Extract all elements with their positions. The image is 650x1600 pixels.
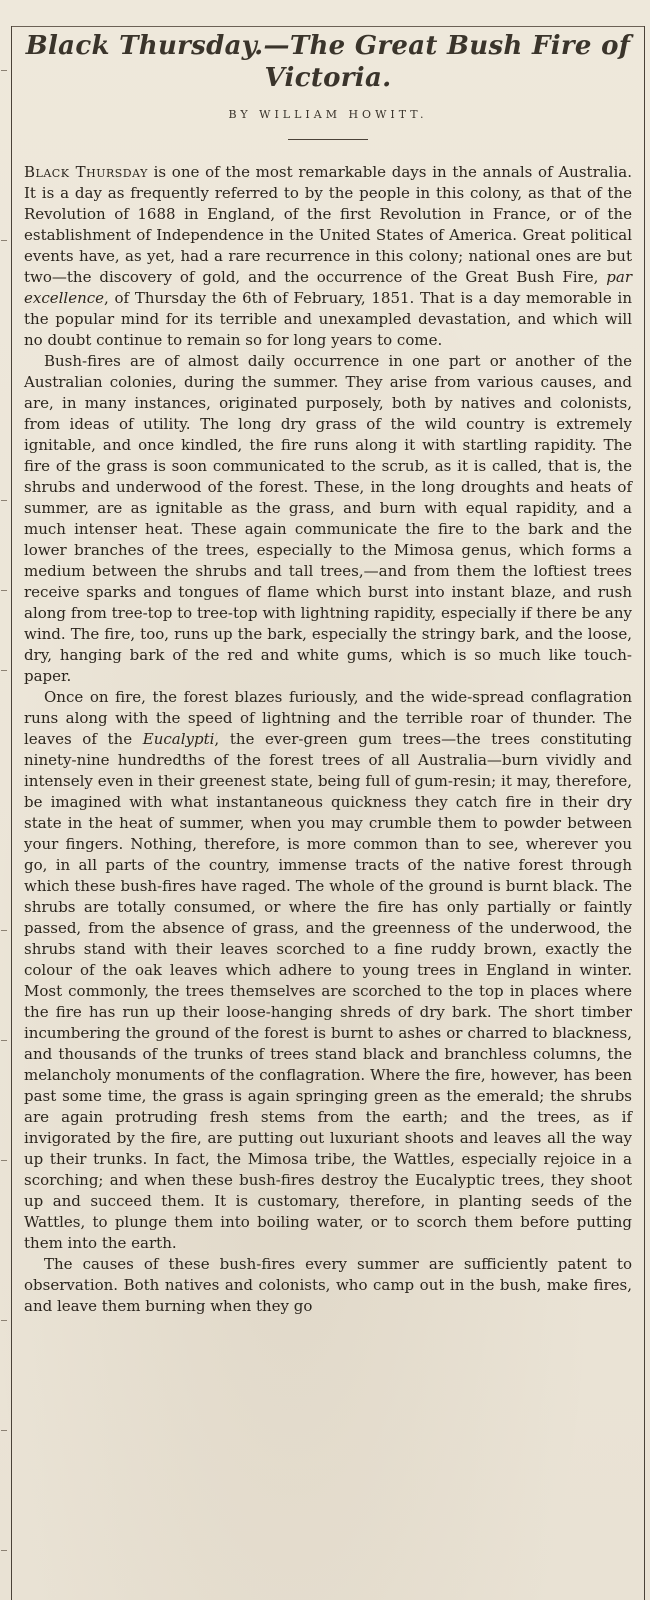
paragraph-1-lead: Black Thursday — [24, 163, 148, 181]
margin-tick-marks — [1, 30, 9, 1590]
paragraph-3-italic: Eucalypti — [142, 730, 215, 748]
title-divider — [288, 139, 368, 140]
left-column-rule — [11, 26, 12, 1600]
margin-tick — [1, 500, 7, 501]
margin-tick — [1, 1160, 7, 1161]
margin-tick — [1, 1320, 7, 1321]
paragraph-4: The causes of these bush-fires every summer are sufficiently patent to observation. Both natives and colonists, who camp out in the bush, make fires, and leave them burning when they go — [24, 1255, 632, 1315]
article-byline: BY WILLIAM HOWITT. — [228, 108, 428, 121]
margin-tick — [1, 240, 7, 241]
paragraph-1 — [24, 162, 632, 351]
margin-tick — [1, 70, 7, 71]
right-column-rule — [644, 26, 645, 1600]
margin-tick — [1, 590, 7, 591]
margin-tick — [1, 1040, 7, 1041]
paragraph-3-text-a: Once on fire, the forest blazes furiously, and the wide-spread conflagration runs along with the speed of lightning and the terrible roar of thunder. The leaves of the — [24, 688, 632, 748]
article-column — [24, 30, 632, 1317]
paragraph-1-italic: par excellence — [24, 268, 632, 307]
article-title: Black Thursday.—The Great Bush Fire of Victoria. — [25, 31, 631, 93]
top-column-rule — [11, 26, 645, 27]
article-body — [24, 162, 632, 1317]
paragraph-3-text-b: , the ever-green gum trees—the trees constituting ninety-nine hundredths of the forest trees of all Australia—burn vividly and intensely even in their greenest state, being full of gum-resin; it may, therefore, be imagined with what instantaneous quickness they catch fire in their dry state in the heat of summer, when you may crumble them to powder between your fingers. Nothing, therefore, is more common than to see, wherever you go, in all parts of the country, immense tracts of the native forest through which these bush-fires have raged. The whole of the ground is burnt black. The shrubs are totally consumed, or where the fire has only partially or faintly passed, from the absence of grass, and the greenness of the underwood, the shrubs stand with their leaves scorched to a fine ruddy brown, exactly the colour of the oak leaves which adhere to young trees in England in winter. Most commonly, the trees themselves are scorched to the top in places where the fire has run up their loose-hanging shreds of dry bark. The short timber incumbering the ground of the forest is burnt to ashes or charred to blackness, and thousands of the trunks of trees stand black and branchless columns, the melancholy monuments of the conflagration. Where the fire, however, has been past some time, the grass is again springing green as the emerald; the shrubs are again protruding fresh stems from the earth; and the trees, as if invigorated by the fire, are putting out luxuriant shoots and leaves all the way up their trunks. In fact, the Mimosa tribe, the Wattles, especially rejoice in a scorching; and when these bush-fires destroy the Eucalyptic trees, they shoot up and succeed them. It is customary, therefore, in planting seeds of the Wattles, to plunge them into boiling water, or to scorch them before putting them into the earth. — [24, 730, 632, 1252]
paragraph-3 — [24, 687, 632, 1254]
margin-tick — [1, 930, 7, 931]
margin-tick — [1, 1430, 7, 1431]
paragraph-1-text-a: is one of the most remarkable days in the annals of Australia. It is a day as frequently referred to by the people in this colony, as that of the Revolution of 1688 in England, of the first Revolution in France, or of the establishment of Independence in the United States of America. Great political events have, as yet, had a rare recurrence in this colony; national ones are but two—the discovery of gold, and the occurrence of the Great Bush Fire, — [24, 163, 632, 286]
margin-tick — [1, 670, 7, 671]
margin-tick — [1, 1550, 7, 1551]
paragraph-1-text-b: , of Thursday the 6th of February, 1851. That is a day memorable in the popular mind for its terrible and unexampled devastation, and which will no doubt continue to remain so for long years to come. — [24, 289, 632, 349]
paragraph-2: Bush-fires are of almost daily occurrence in one part or another of the Australian colonies, during the summer. They arise from various causes, and are, in many instances, originated purposely, both by natives and colonists, from ideas of utility. The long dry grass of the wild country is extremely ignitable, and once kindled, the fire runs along it with startling rapidity. The fire of the grass is soon communicated to the scrub, as it is called, that is, the shrubs and underwood of the forest. These, in the long droughts and heats of summer, are as ignitable as the grass, and burn with equal rapidity, and a much intenser heat. These again communicate the fire to the bark and the lower branches of the trees, especially to the Mimosa genus, which forms a medium between the shrubs and tall trees,—and from them the loftiest trees receive sparks and tongues of flame which burst into instant blaze, and rush along from tree-top to tree-top with lightning rapidity, especially if there be any wind. The fire, too, runs up the bark, especially the stringy bark, and the loose, dry, hanging bark of the red and white gums, which is so much like touch-paper. — [24, 352, 632, 685]
